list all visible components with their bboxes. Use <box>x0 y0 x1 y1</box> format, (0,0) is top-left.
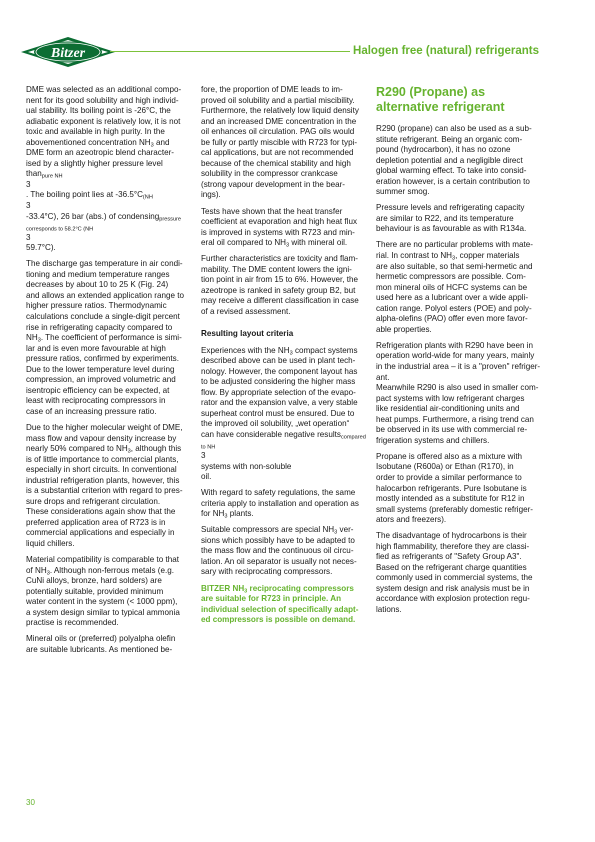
text-line: cal applications, but are not recommended <box>201 148 354 158</box>
text-line: for NH <box>201 509 225 519</box>
text-line: alpha-olefins (PAO) offer even more favor- <box>376 314 528 324</box>
paragraph <box>376 452 545 526</box>
text-line: Tests have shown that the heat transfer <box>201 206 343 216</box>
bitzer-logo <box>20 36 116 68</box>
text-line: are suitable for R723 in principle. An <box>201 594 342 604</box>
paragraph <box>26 555 191 629</box>
highlight-note <box>201 584 367 626</box>
text-line: coefficient at evaporation and high heat flux <box>201 217 357 227</box>
text-line: cation range. Polyol esters (POE) and poly- <box>376 303 532 313</box>
subscript: (NH <box>142 194 153 201</box>
text-line: pressure ratios, confirmed by experiments. <box>26 354 179 364</box>
text-line: sary with reciprocating compressors. <box>201 567 333 577</box>
text-line: depletion potential and a negligible direct <box>376 155 523 165</box>
text-line: a system design similar to typical ammonia <box>26 607 180 617</box>
text-line: ual stability. Its boiling point is -26°C, the <box>26 106 171 116</box>
text-line: operation world-wide for many years, mainly <box>376 351 535 361</box>
text-line: mon mineral oils of HCFC systems can be <box>376 282 528 292</box>
text-line: order to provide a similar performance to <box>376 472 522 482</box>
text-line: BITZER NH <box>201 583 245 593</box>
text-line: There are no particular problems with mate- <box>376 240 533 250</box>
text-line: summer smog. <box>376 187 430 197</box>
text-line: and an increased DME concentration in the <box>201 116 357 126</box>
text-line: and <box>153 137 170 147</box>
text-line: Experiences with the NH <box>201 345 290 355</box>
text-line: lar and is even more favourable at high <box>26 343 166 353</box>
text-line: decreases by about 10 to 25 K (Fig. 24) <box>26 280 169 290</box>
heading-line: R290 (Propane) as <box>376 85 486 99</box>
subscript: 3 <box>46 570 50 577</box>
heading-line: alternative refrigerant <box>376 100 505 114</box>
column-heading <box>376 85 545 115</box>
text-line: and allows an extended application range to <box>26 290 184 300</box>
text-line: R290 (propane) can also be used as a sub- <box>376 124 532 133</box>
text-line: individual selection of specifically adapt- <box>201 604 359 614</box>
text-line: Suitable compressors are special NH <box>201 525 335 535</box>
text-line: azeotrope is ranked in safety group B2, but <box>201 285 356 295</box>
text-line: eral oil compared to NH <box>201 238 287 248</box>
text-line: The discharge gas temperature in air condi- <box>26 259 183 269</box>
subscript: 3 <box>289 350 293 357</box>
header-rule <box>110 51 350 52</box>
text-line: system design and risk analysis must be in <box>376 583 530 593</box>
paragraph <box>376 341 545 446</box>
text-line: Due to the higher molecular weight of DME, <box>26 422 183 432</box>
text-line: calculations conclude a single-digit percent <box>26 311 180 321</box>
paragraph <box>26 423 191 550</box>
text-line: -33.4°C), 26 bar (abs.) of condensing <box>26 211 160 221</box>
text-line: Meanwhile R290 is also used in smaller com- <box>376 383 539 393</box>
text-line: described above can be used in plant tech- <box>201 356 356 366</box>
subscript: 3 <box>150 142 154 149</box>
text-line: oil enhances oil circulation. PAG oils would <box>201 127 355 137</box>
text-line: isentropic efficiency can be expected, at <box>26 385 170 395</box>
text-line: Propane is offered also as a mixture with <box>376 451 523 461</box>
text-line: Mineral oils or (preferred) polyalpha olefin <box>26 634 176 644</box>
text-line: global warming effect. To take into consid- <box>376 166 527 176</box>
text-line: nearly 50% compared to NH <box>26 444 128 454</box>
column-3 <box>376 85 545 621</box>
text-line: case of an increasing pressure ratio. <box>26 406 157 416</box>
column-1 <box>26 85 191 661</box>
text-line: mass flow and vapour density increase by <box>26 433 177 443</box>
text-line: toxic and available in high purity. In the <box>26 127 165 137</box>
svg-text:Bitzer: Bitzer <box>50 46 86 61</box>
text-line: Based on the refrigerant charge quantities <box>376 562 527 572</box>
paragraph <box>376 203 545 235</box>
text-line: (strong vapour development in the bear- <box>201 179 345 189</box>
text-line: fied as refrigerants of "Safety Group A3". <box>376 552 522 562</box>
text-line: be observed in its use with commercial re- <box>376 425 528 435</box>
text-line: . The coefficient of performance is simi- <box>40 333 182 343</box>
text-line: ings). <box>201 190 221 200</box>
text-line: mostly intended as a substitute for R12 in <box>376 494 525 504</box>
text-line: because of the chemical stability and high <box>201 158 351 168</box>
text-line: high flammability, therefore they are classi- <box>376 541 530 551</box>
paragraph <box>26 259 191 417</box>
paragraph <box>26 634 191 655</box>
paragraph <box>201 85 367 201</box>
text-line: tioning and medium temperature ranges <box>26 269 170 279</box>
text-line: especially in short circuits. In conventional <box>26 465 177 475</box>
text-line: 3 <box>201 451 206 460</box>
text-line: higher pressure ratios. Thermodynamic <box>26 301 167 311</box>
text-line: . The boiling point lies at -36.5°C <box>26 190 143 200</box>
text-line: hermetic compressors are possible. Com- <box>376 272 526 282</box>
text-line: Pressure levels and refrigerating capacity <box>376 203 525 213</box>
text-line: compression, an improved volumetric and <box>26 375 176 385</box>
text-line: compact systems <box>292 345 358 355</box>
text-line: commercial applications and especially in <box>26 528 175 538</box>
text-line: These considerations again show that the <box>26 507 176 517</box>
text-line: fore, the proportion of DME leads to im- <box>201 85 343 94</box>
paragraph <box>376 240 545 335</box>
text-line: abovementioned concentration NH <box>26 137 151 147</box>
text-line: preferred application area of R723 is in <box>26 517 166 527</box>
text-line: Furthermore, the relatively low liquid density <box>201 106 359 116</box>
text-line: can have considerable negative results <box>201 429 341 439</box>
text-line: , copper materials <box>455 251 520 261</box>
text-line: 3 <box>26 201 31 211</box>
text-line: ver- <box>337 525 354 535</box>
section-heading: Resulting layout criteria <box>201 329 294 339</box>
text-line: are also suitable, so that semi-hermetic and <box>376 261 533 271</box>
text-line: ised by a slightly higher pressure level than <box>26 158 163 179</box>
text-line: is improved in systems with R723 and min- <box>201 227 355 237</box>
text-line: pound (hydrocarbon), it has no ozone <box>376 145 511 155</box>
column-2 <box>201 85 367 631</box>
text-line: eration however, is a certain contribution to <box>376 176 530 186</box>
text-line: plants. <box>227 509 254 519</box>
text-line: systems with non-soluble <box>201 461 292 471</box>
text-line: superheat control must be ensured. Due to <box>201 408 355 418</box>
text-line: ed compressors is possible on demand. <box>201 615 356 625</box>
text-line: stitute refrigerant. Being an organic com- <box>376 134 523 144</box>
text-line: Due to the lower temperature level during <box>26 364 175 374</box>
text-line: used here as a lubricant over a wide appli- <box>376 293 529 303</box>
paragraph <box>376 124 545 198</box>
text-line: may receive a different classification in case <box>201 296 359 306</box>
text-line: CuNi alloys, bronze, hard solders) are <box>26 576 162 586</box>
text-line: potentially suitable, provided minimum <box>26 586 164 596</box>
text-line: lations. <box>376 605 402 615</box>
text-line: 3 <box>26 232 31 242</box>
text-line: is of little importance to commercial plants, <box>26 454 179 464</box>
section-title: Halogen free (natural) refrigerants <box>353 45 539 57</box>
text-line: rial. In contrast to NH <box>376 251 453 261</box>
subscript: 3 <box>286 242 290 249</box>
text-line: nology. However, the component layout has <box>201 366 358 376</box>
text-line: the improved oil solubility, „wet operation“ <box>201 419 350 429</box>
text-line: least with reciprocating compressors in <box>26 396 166 406</box>
text-line: of NH <box>26 565 47 575</box>
text-line: with mineral oil. <box>289 238 348 248</box>
text-line: halocarbon refrigerants. Pure Isobutane is <box>376 483 527 493</box>
text-line: The disadvantage of hydrocarbons is their <box>376 531 527 541</box>
subscript: compared to NH <box>201 434 366 451</box>
text-line: Isobutane (R600a) or Ethan (R170), in <box>376 462 514 472</box>
text-line: is a substantial criterion with regard to pres- <box>26 486 183 496</box>
text-line: DME was selected as an additional compo- <box>26 85 182 94</box>
paragraph <box>201 346 367 483</box>
text-line: criteria apply to installation and operation as <box>201 498 359 508</box>
subscript: 3 <box>452 255 456 262</box>
text-line: water content in the system (< 1000 ppm), <box>26 597 178 607</box>
subscript: pure NH <box>41 173 63 180</box>
text-line: reciprocating compressors <box>247 583 354 593</box>
text-line: solubility in the compressor crankcase <box>201 169 338 179</box>
subscript: 3 <box>127 448 131 455</box>
text-line: mability. The DME content lowers the igni- <box>201 264 352 274</box>
text-line: DME form an azeotropic blend character- <box>26 148 174 158</box>
text-line: adiabatic exponent is relatively low, it is not <box>26 116 181 126</box>
text-line: liquid chillers. <box>26 538 75 548</box>
paragraph <box>201 207 367 249</box>
text-line: proved oil solubility and a partial miscibility. <box>201 95 355 105</box>
text-line: in the industrial area – it is a "proven" refriger- <box>376 361 541 371</box>
text-line: to be adjusted considering the higher mass <box>201 377 356 387</box>
text-line: ant. <box>376 372 390 382</box>
subscript: 3 <box>244 588 248 595</box>
page-header <box>0 0 595 80</box>
text-line: industrial refrigeration plants, however, this <box>26 475 180 485</box>
paragraph <box>376 531 545 615</box>
text-line: With regard to safety regulations, the same <box>201 488 356 498</box>
text-line: sions which possibly have to be adapted to <box>201 535 355 545</box>
text-line: heat pumps. Furthermore, a rising trend can <box>376 414 534 424</box>
subscript: pressure corresponds to 58.2°C (NH <box>26 216 182 233</box>
text-line: , although this <box>130 444 182 454</box>
text-line: practise is recommended. <box>26 618 119 628</box>
text-line: be fully or partly miscible with R723 for typi- <box>201 137 358 147</box>
text-line: ators and freezers). <box>376 515 447 525</box>
text-line: commonly used in commercial systems, the <box>376 573 533 583</box>
text-line: rator and the expansion valve, a very stable <box>201 398 358 408</box>
text-line: sure drops and refrigerant circulation. <box>26 496 161 506</box>
text-line: Further characteristics are toxicity and flam- <box>201 254 358 264</box>
text-line: pact systems with low refrigerant charges <box>376 393 525 403</box>
text-line: flow. By appropriate selection of the evapo- <box>201 387 356 397</box>
text-line: are suitable lubricants. As mentioned be- <box>26 644 173 654</box>
text-line: . Although non-ferrous metals (e.g. <box>49 565 175 575</box>
subscript: 3 <box>224 513 228 520</box>
text-line: NH <box>26 333 38 343</box>
paragraph <box>26 85 191 254</box>
text-line: able properties. <box>376 324 432 334</box>
text-line: accordance with explosion protection regu- <box>376 594 530 604</box>
text-line: frigeration systems and chillers. <box>376 435 490 445</box>
text-line: lation. An oil separator is usually not neces- <box>201 556 357 566</box>
text-line: the mass flow and the continuous oil circu- <box>201 546 354 556</box>
text-line: oil. <box>201 472 212 482</box>
text-line: rise in refrigerating capacity compared to <box>26 322 173 332</box>
text-line: 59.7°C). <box>26 243 56 253</box>
text-line: Material compatibility is comparable to that <box>26 555 179 565</box>
text-line: like residential air-conditioning units and <box>376 404 520 414</box>
text-line: 3 <box>26 179 31 189</box>
text-line: tion point in air from 15 to 6%. However, the <box>201 275 359 285</box>
paragraph <box>201 254 367 317</box>
subscript: 3 <box>37 337 41 344</box>
page-number: 30 <box>26 798 35 807</box>
text-line: small systems (preferably domestic refriger- <box>376 504 533 514</box>
text-line: are similar to R22, and its temperature <box>376 213 514 223</box>
text-line: Refrigeration plants with R290 have been in <box>376 340 534 350</box>
text-line: nent for its good solubility and high individ- <box>26 95 179 105</box>
text-line: of a revised assessment. <box>201 306 291 316</box>
paragraph <box>201 525 367 578</box>
subscript: 3 <box>334 529 338 536</box>
paragraph <box>201 488 367 520</box>
text-line: behaviour is as favourable as with R134a. <box>376 224 527 234</box>
